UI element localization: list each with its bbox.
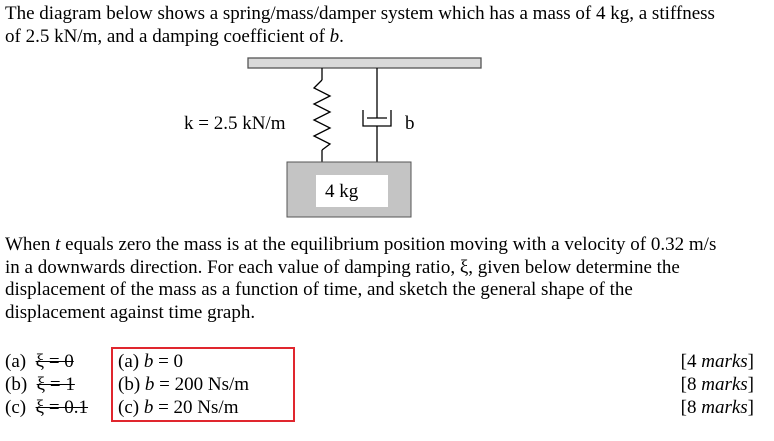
damper-label: b bbox=[405, 113, 415, 134]
part-a-struck-ratio: ξ = 0 bbox=[35, 351, 74, 372]
part-c-struck-ratio: ξ = 0.1 bbox=[35, 397, 89, 418]
question-line-4: displacement against time graph. bbox=[5, 301, 256, 323]
question-line-2: in a downwards direction. For each value of damping ratio, ξ, given below determine the bbox=[5, 256, 680, 278]
question-line-1-start: When bbox=[5, 234, 56, 255]
damper bbox=[363, 68, 391, 162]
part-c-correction-value: = 20 Ns/m bbox=[153, 397, 239, 418]
mass-label: 4 kg bbox=[325, 181, 359, 202]
damping-variable: b bbox=[329, 25, 340, 47]
question-line-1-text: equals zero the mass is at the equilibrium position moving with a velocity of 0.32 m/s bbox=[60, 234, 717, 255]
intro-line-2-text: of 2.5 kN/m, and a damping coefficient of bbox=[5, 25, 330, 47]
part-b-struck-ratio: ξ = 1 bbox=[36, 374, 75, 395]
part-a-original bbox=[5, 352, 74, 371]
part-c-marks-text: [8 marks] bbox=[680, 397, 754, 418]
part-b-letter: (b) bbox=[5, 374, 28, 395]
part-a-correction bbox=[118, 352, 183, 371]
part-a-marks-text: [4 marks] bbox=[680, 351, 754, 372]
part-b-marks-text: [8 marks] bbox=[680, 374, 754, 395]
part-b-marks bbox=[681, 375, 754, 394]
question-line-3: displacement of the mass as a function of time, and sketch the general shape of the bbox=[5, 279, 633, 300]
part-c-letter: (c) bbox=[5, 397, 27, 418]
question-paragraph bbox=[5, 234, 769, 324]
part-a-marks bbox=[681, 352, 754, 371]
part-c-marks bbox=[681, 398, 754, 417]
marks-word: marks bbox=[701, 397, 748, 418]
part-c-correction-label: (c) bbox=[118, 397, 144, 418]
intro-line-1: The diagram below shows a spring/mass/damper system which has a mass of 4 kg, a stiffness bbox=[5, 3, 715, 24]
part-c-original bbox=[5, 398, 88, 417]
part-a-b-variable: b bbox=[143, 351, 154, 372]
part-b-original bbox=[5, 375, 75, 394]
ceiling-support bbox=[248, 58, 481, 68]
part-a-correction-label: (a) bbox=[118, 351, 144, 372]
part-a-letter: (a) bbox=[5, 351, 27, 372]
part-b-b-variable: b bbox=[144, 374, 155, 395]
part-c-correction bbox=[118, 398, 238, 417]
part-b-correction-value: = 200 Ns/m bbox=[154, 374, 250, 395]
time-variable: t bbox=[55, 234, 61, 255]
part-c-b-variable: b bbox=[143, 397, 154, 418]
intro-line-2-end: . bbox=[339, 25, 344, 47]
part-b-correction-label: (b) bbox=[118, 374, 145, 395]
part-b-correction bbox=[118, 375, 249, 394]
question-line-1 bbox=[5, 234, 769, 257]
stiffness-label: k = 2.5 kN/m bbox=[184, 113, 286, 134]
marks-word: marks bbox=[701, 374, 748, 395]
spring bbox=[314, 68, 330, 162]
marks-word: marks bbox=[701, 351, 748, 372]
part-a-correction-value: = 0 bbox=[153, 351, 184, 372]
